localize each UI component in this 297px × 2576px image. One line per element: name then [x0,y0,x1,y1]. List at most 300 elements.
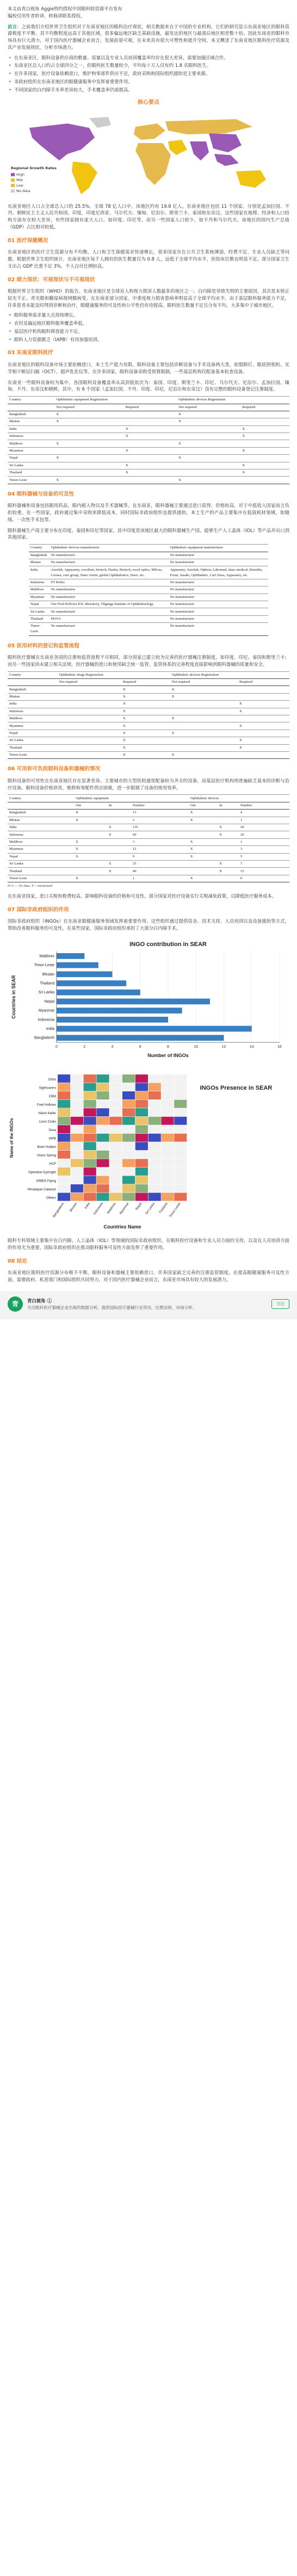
map-legend-item [11,183,57,189]
heatmap-cell [96,1167,109,1175]
table-header: Not required [58,679,121,686]
heatmap-cell [71,1083,83,1091]
table-cell [170,737,238,744]
heatmap-cell [148,1167,161,1175]
table-cell: No manufacturer [168,552,268,559]
table-cell: X [240,470,289,477]
heatmap-cell [71,1150,83,1158]
table-cell: Maldives [8,715,58,722]
heatmap-cell [161,1184,174,1192]
table-cell: 1 [239,838,289,845]
section-7-paragraph: 国际非政府组织（INGOs）在东南亚眼健康服务领域发挥着重要作用。这些组织通过提供资金、技术支持、人员培训以及设备援助等方式，帮助改善眼科服务的可及性。在某些国家，国际非政府组织承担了大部分白内障手术。 [8,918,289,931]
ingo-presence-chart [8,1068,289,1233]
heatmap-cell [58,1091,70,1099]
table-row [8,693,289,700]
heatmap-cell [109,1116,122,1125]
map-legend-title: Regional Growth Rates [11,166,57,171]
section-2-bullets [8,312,289,343]
table-cell: X [238,744,289,751]
list-item: • 不同国家的白内障手术率差异较大，手术覆盖率仍需提高。 [14,87,289,94]
y-tick-label: Helen Keller [38,1111,56,1115]
heatmap-cell [148,1116,161,1125]
table-cell [54,433,123,440]
heatmap-cell [148,1159,161,1167]
section-title-2: 02 眼力现状：可视现状与不可视现状 [8,276,95,283]
table-cell: X [240,447,289,454]
heatmap-cell [174,1074,187,1083]
table-cell: India [29,566,49,579]
x-axis-label: Number of INGOs [147,1052,189,1058]
table-cell: Timor-Leste [8,875,74,882]
bar [57,1035,224,1041]
table-cell: X [189,838,218,845]
heatmap-cell [109,1074,122,1083]
y-tick-label: Maldives [39,954,54,959]
table-row [8,838,289,845]
table-cell [74,868,107,875]
table-header: Ophthalmic drugs Registration [58,671,170,678]
table-cell: X [218,868,239,875]
table-cell: X [170,715,238,722]
table-cell [124,455,177,462]
y-tick-label: Thailand [40,981,54,986]
table-cell: X [240,425,289,433]
table-row [8,875,289,882]
region-middle-east [168,140,187,155]
table-cell: X [240,433,289,440]
table-cell: 58 [239,824,289,831]
section-1-paragraph: 东南亚地区的医疗卫生资源分布不均衡，人口和卫生保健需求快速增长，很多国家存在公共卫生系统薄弱、经费不足、专业人员缺乏等问题。根据世界卫生组织统计，东南亚地区每千人拥有的医生数量仅为 0.8 人，远低于全球平均水平，医院床位数也明显不足。部分国家卫生支出占 GDP 比重不足 3%，个人自付比例较高。 [8,249,289,269]
heatmap-cell [148,1142,161,1150]
table-cell: Bangladesh [8,411,54,418]
heatmap-cell [148,1099,161,1108]
bar [57,971,113,977]
heatmap-cell [109,1091,122,1099]
x-axis-label: Countries Name [103,1224,141,1230]
table-cell: X [177,455,240,462]
section-2-paragraph: 根据世界卫生组织（WHO）的报告，东南亚地区是全球盲人和视力损害人数最多的地区之一。白内障是导致失明的主要原因，其次是未矫正屈光不正、青光眼和糖尿病视网膜病变。在东南亚部分国家，中重度视力损害患病率明显高于全球平均水平。由于基层眼科服务能力不足，许多患者未能及时得到诊断和治疗，眼健康服务的可及性和公平性仍有待提高。眼科医生数量不足且分布不均，大多集中于城市地区。 [8,288,289,308]
heatmap-cell [135,1167,148,1175]
heatmap-cell [161,1176,174,1184]
section-title-8: 08 结论 [8,1258,27,1264]
table-cell: X [54,411,123,418]
table-cell: X [177,418,240,425]
x-tick-label: Myanmar [119,1202,130,1215]
table-cell: X [54,418,123,425]
x-tick-label: Maldives [107,1202,117,1215]
heatmap-cell [96,1159,109,1167]
table-cell [54,470,123,477]
heatmap-cell [135,1193,148,1201]
account-name: 青白视角 ⓘ [27,1298,52,1304]
table-cell: Timor-Leste [8,477,54,484]
table-header-row [29,545,268,552]
table-cell [58,751,121,758]
table-cell [58,708,121,715]
table-cell: Indonesia [8,708,58,715]
heatmap-cell [96,1176,109,1184]
section-title-5: 05 医用材料的登记和监管流程 [8,643,79,649]
table-cell: Thailand [8,470,54,477]
heatmap-cell [96,1142,109,1150]
y-tick-label: Seva [48,1128,56,1132]
table-cell: No manufacturer [49,594,169,601]
x-tick-label: Nepal [135,1202,143,1211]
article-intro: 本文由青白视角 Aggie特约授权中国眼科院资源平台发布 编校仅用作者转译，转载请联系授权。 [8,6,122,18]
heatmap-cell [96,1099,109,1108]
table-header-row [8,671,289,678]
heatmap-cell [84,1184,96,1192]
heatmap-cell [109,1099,122,1108]
table-cell: No manufacturer [49,586,169,594]
y-axis-label: Countries in SEAR [11,975,16,1019]
table-cell: PT Rohto [49,579,169,586]
table-cell: Nepal [8,853,74,860]
table-subheader-row [8,802,289,809]
table-cell: X [177,411,240,418]
table-4-note: N/A — No data; X = mentioned [8,884,53,888]
x-tick-label: Sri Lanka [145,1202,156,1215]
section-5-paragraph: 眼科医疗器械在东南亚各国的注册和监管流程不尽相同。部分国家已建立较为完善的医疗器械注册制度，如印度、印尼、泰国和斯里兰卡；而另一些国家尚未建立相关法规，医疗器械的进口和使用缺乏统一监管。监管体系的完善程度直接影响到眼科器械的质量和安全。 [8,654,289,667]
table-header-row [8,397,289,404]
table-cell: 20 [239,831,289,838]
table-2-wrap [29,544,268,635]
table-cell: No manufacturer [168,586,268,594]
table-header [8,802,74,809]
map-legend-item [11,172,57,178]
table-header: Ophthalmic devices Registration [177,397,289,404]
table-cell: Thailand [8,744,58,751]
table-cell: X [107,860,131,867]
region-australia [236,170,266,188]
table-cell: X [218,831,239,838]
table-row [8,730,289,737]
table-row [8,846,289,853]
table-cell: Bhutan [29,559,49,566]
map-legend-item [11,178,57,183]
table-cell: Indonesia [29,579,49,586]
heatmap-cell [71,1116,83,1125]
heatmap-cell [58,1193,70,1201]
table-cell: X [121,708,170,715]
heatmap-cell [161,1116,174,1125]
heatmap-cell [161,1167,174,1175]
x-tick-label: Thailand [158,1202,169,1214]
heatmap-cell [148,1176,161,1184]
heatmap-cell [148,1184,161,1192]
x-tick-label: 0 [55,1045,58,1049]
table-row [8,425,289,433]
heatmap-cell [135,1116,148,1125]
heatmap-cell [84,1159,96,1167]
table-cell: Maldives [8,838,74,845]
heatmap-cell [96,1116,109,1125]
lead-label: 前言： [8,23,22,29]
heatmap-cell [174,1159,187,1167]
table-cell: X [121,715,170,722]
table-cell: X [189,846,218,853]
registration-table-1 [8,396,289,484]
x-tick-label: 2 [83,1045,86,1049]
heatmap-cell [135,1150,148,1158]
table-cell: Thailand [8,868,74,875]
y-tick-label: Nepal [44,999,54,1004]
section-6-paragraph: 眼科设备的可用性在东南亚地区存在显著差异。主要城市的大型医院通常配备较为齐全的设备，而基层医疗机构则普遍缺乏基本的诊断与治疗设备。眼科设备价格昂贵，维修和零配件供应困难，进一步限制了设备的使用效率。 [8,777,289,790]
table-row [8,470,289,477]
heatmap-cell [96,1193,109,1201]
region-east-asia [209,133,242,152]
table-cell: X [74,810,107,817]
bar [57,980,126,986]
table-cell: X [54,455,123,462]
table-cell [218,838,239,845]
heatmap-cell [109,1083,122,1091]
list-item: • 眼科人力资源匮乏（IAPB）有待加强培训。 [14,336,289,343]
bar [57,990,140,996]
heatmap-cell [174,1176,187,1184]
table-cell: X [121,744,170,751]
heatmap-cell [58,1167,70,1175]
table-cell [124,477,177,484]
heatmap-cell [135,1074,148,1083]
heatmap-cell [58,1142,70,1150]
legend-swatch [11,189,15,193]
heatmap-cell [122,1184,135,1192]
y-tick-label: Operation Eyesight [28,1171,56,1175]
lead-text: 之前我们介绍世界卫生组织对于东南亚地区的眼科治疗现状，相关数据来自于中国的专业机构，它们的研究显示东南亚地区的眼科资源极度不平衡，其不均衡程度远高于其他区域，很多偏远地区缺乏基础设施，最发达的地区与最落后地区相差数十倍。因此东南亚的眼科市场具有巨大潜力，对于国内医疗器械企业而言，发展前景可观，在未来具有很大可塑性和提升空间，本文概述了东南亚地区眼科医疗资源及其产业发展现状，分析市场潜力。 [8,23,289,50]
registration-table-2 [8,671,289,759]
table-header-row [8,795,289,802]
heatmap-cell [148,1083,161,1091]
region-africa [135,143,171,185]
heatmap-cell [58,1176,70,1184]
section-4-paragraph: 眼科器械和设备包括眼用药品、眼内植入物以及手术器械等。在东南亚，眼科器械主要通过进口获得，价格较高，对于中低收入国家而言负担较重。在一些国家，政府通过集中采购来降低成本，同时国际非政府组织也提供援助。本土生产的产品主要集中在低值耗材领域，如缝线、一次性手术包等。 [8,503,289,522]
table-row [8,701,289,708]
table-cell: 4 [239,810,289,817]
heatmap-cell [58,1133,70,1141]
heatmap-cell [161,1108,174,1116]
table-cell: X [74,875,107,882]
table-row [29,552,268,559]
table-cell: X [177,440,240,447]
table-header: Out [74,802,107,809]
table-cell: X [170,693,238,700]
x-tick-label: Timor-Leste [169,1202,182,1218]
table-cell: X [218,824,239,831]
y-tick-label: Fred Hollows [36,1103,56,1107]
table-cell [238,715,289,722]
x-tick-label: 14 [249,1045,254,1049]
legend-swatch [11,178,15,182]
table-cell: Myanmar [8,447,54,454]
heatmap-cell [122,1193,135,1201]
table-row [8,440,289,447]
table-cell: No manufacturer [168,594,268,601]
section-3-paragraph-1: 东南亚地区的眼科设备市场主要依赖进口，本土生产能力有限。眼科设备主要包括诊断设备与手术设备两大类，如裂隙灯、眼底照相机、光学相干断层扫描（OCT）、超声乳化仪等。在许多国家，眼科设备采购受预算限制，一些基层机构仅配备基本检查设备。 [8,362,289,374]
table-cell: 3 [239,846,289,853]
y-tick-label: Timor-Leste [34,963,54,967]
heatmap-cell [148,1125,161,1133]
heatmap-cell [71,1176,83,1184]
heatmap-cell [161,1150,174,1158]
table-cell [170,722,238,730]
x-tick-label: Bhutan [69,1202,78,1213]
legend-label: High [16,172,24,177]
heatmap-cell [58,1184,70,1192]
section-title-7: 07 国际非政府组织的作用 [8,906,69,913]
section-title-4: 04 眼科器械与设备的可及性 [8,491,75,497]
table-cell [107,817,131,824]
manufacturer-table [29,544,268,635]
table-cell [240,440,289,447]
table-row [29,579,268,586]
heatmap-cell [122,1108,135,1116]
heatmap-cell [135,1142,148,1150]
heatmap-cell [58,1083,70,1091]
table-cell [58,722,121,730]
heatmap-cell [135,1099,148,1108]
table-cell: Sri Lanka [8,737,58,744]
table-cell: X [124,447,177,454]
table-cell: 2 [131,817,189,824]
heatmap-cell [84,1074,96,1083]
x-tick-label: Indonesia [93,1202,104,1215]
table-cell: X [238,701,289,708]
table-cell [218,846,239,853]
table-cell: X [74,838,107,845]
table-header: Ophthalmic equipment [74,795,189,802]
heatmap-cell [71,1167,83,1175]
heatmap-cell [96,1184,109,1192]
table-cell: HOYA [49,615,169,622]
region-north-america [29,123,95,160]
table-cell [54,425,123,433]
legend-label: No data [16,188,30,193]
heatmap-cell [71,1159,83,1167]
section-4-paragraph-2: 眼科器械生产商主要分布在印度、泰国和印尼等国家，其中印度是该地区最大的眼科器械生产国，能够生产人工晶体（IOL）等产品并出口到其他国家。 [8,527,289,540]
table-cell [240,477,289,484]
table-cell: No manufacturer [168,579,268,586]
table-row [8,715,289,722]
y-tick-label: Bhutan [42,972,54,977]
table-cell: Bangladesh [8,686,58,693]
x-tick-label: India [84,1202,91,1210]
x-tick-label: 6 [139,1045,141,1049]
heatmap-cell [135,1091,148,1099]
region-south-america [72,162,97,194]
x-tick-label: 4 [111,1045,114,1049]
y-tick-label: Lions Clubs [39,1120,56,1124]
table-header: Not required [54,404,123,411]
table-cell [218,810,239,817]
table-cell: Maldives [29,586,49,594]
table-cell: 25 [131,860,189,867]
table-cell: Aurolab, Appasamy, excellent, biotech, Hanita, Biotech, excel optics, Milvus, Cornea, cure group, Nano vision, global Ophthalonics, Dave, etc. [49,566,169,579]
table-cell: 9 [131,853,189,860]
bar [57,962,98,968]
table-cell [107,810,131,817]
heatmap-cell [96,1091,109,1099]
section-3-paragraph-2: 东南亚一些眼科设备较为集中，各国眼科设备覆盖率从高到低依次为：泰国、印度、斯里兰卡、印尼、马尔代夫、尼泊尔、孟加拉国、缅甸、不丹、东帝汶和朝鲜。其中，有 6 个国家（孟加拉国、不丹、印度、印尼、尼泊尔和东帝汶）没有完整的眼科设备登记注册制度。 [8,379,289,392]
table-cell: 5 [239,853,289,860]
y-tick-label: ORBIS Flying [36,1179,56,1183]
table-cell: Myanmar [8,722,58,730]
heatmap-cell [71,1193,83,1201]
table-cell [177,433,240,440]
heatmap-cell [84,1091,96,1099]
table-cell: Myanmar [8,846,74,853]
table-cell [107,853,131,860]
table-row [29,586,268,594]
population-paragraph: 东南亚地区人口占全球总人口的 25.5%，全球 78 亿人口中，该地区约有 19.8 亿人。东南亚地区包括 11 个国家，分别是孟加拉国、不丹、朝鲜民主主义人民共和国、印度、印度尼西亚、马尔代夫、缅甸、尼泊尔、斯里兰卡、泰国和东帝汶。这些国家在地理、经济和人口结构方面存在较大差异，有些国家拥有庞大人口，如印度、印尼等，而另一些国家人口很少，如不丹和马尔代夫。该地区的国内生产总值（GDP）占比相对较低。 [8,203,289,230]
table-cell: Timor-Leste [8,751,58,758]
y-tick-label: Bangladesh [34,1036,54,1040]
heatmap-cell [58,1159,70,1167]
lead-paragraph [8,23,289,51]
y-tick-label: Myanmar [38,1009,54,1013]
table-cell [218,853,239,860]
table-cell: No manufacturer [168,615,268,622]
table-cell [177,425,240,433]
table-row [8,686,289,693]
heatmap-cell [135,1108,148,1116]
table-header: Required [121,679,170,686]
table-cell: Myanmar [29,594,49,601]
table-4-body [8,810,289,882]
table-header: Country [8,397,54,404]
section-title-6: 06 可用和可负担眼科设备和器械的情况 [8,766,101,773]
table-cell: 40 [131,868,189,875]
list-item: • 非政府组织在东南亚地区的眼健康服务中发挥着重要作用。 [14,78,289,85]
heatmap-cell [96,1150,109,1158]
table-cell: X [107,868,131,875]
table-row [29,594,268,601]
table-cell [189,868,218,875]
table-header: Not required [170,679,238,686]
heatmap-cell [174,1099,187,1108]
legend-label: Mid [16,177,23,182]
table-cell [170,708,238,715]
heatmap-cell [84,1083,96,1091]
section-7-paragraph-2: 眼科专科领域主要集中在白内障、人工晶体（IOL）等领域的国际非政府组织。在眼科医疗设备和专业人员方面的支持，以及在人员培训方面的作用尤为重要。国际非政府组织在推动眼科服务可及性方面发挥了重要作用。 [8,1238,289,1251]
table-row [8,722,289,730]
table-2-body [29,552,268,635]
table-cell: X [74,817,107,824]
table-cell [54,447,123,454]
account-description: 关注眼科医疗器械企业出海的数据分析，提供国际医疗器械行业资讯、注册法规、市场分析。 [27,1305,197,1310]
table-cell [107,838,131,845]
account-card[interactable] [0,1291,297,1319]
table-cell: Sri Lanka [29,608,49,615]
heatmap-cell [148,1108,161,1116]
heatmap-cell [84,1099,96,1108]
heatmap-cell [174,1083,187,1091]
table-cell: Indonesia [8,433,54,440]
table-cell: No manufacturer [49,552,169,559]
table-cell [170,701,238,708]
table-header: Required [124,404,177,411]
list-item: • 农村及偏远地区眼科服务覆盖率低。 [14,320,289,327]
table-cell: Appasamy, Aurolab, Ophton, Labomed, alaac medical, Remidio, Forus, Sasaki, Ophthalmic, Carl Zeiss, Appasamy, etc. [168,566,268,579]
follow-button[interactable]: 关注 [271,1299,289,1308]
heatmap-cell [122,1099,135,1108]
table-cell: No manufacturer [168,608,268,615]
table-row [29,608,268,615]
ingo-contribution-chart [8,936,289,1064]
table-1-wrap [8,396,289,484]
table-row [8,447,289,454]
heatmap-cell [109,1193,122,1201]
